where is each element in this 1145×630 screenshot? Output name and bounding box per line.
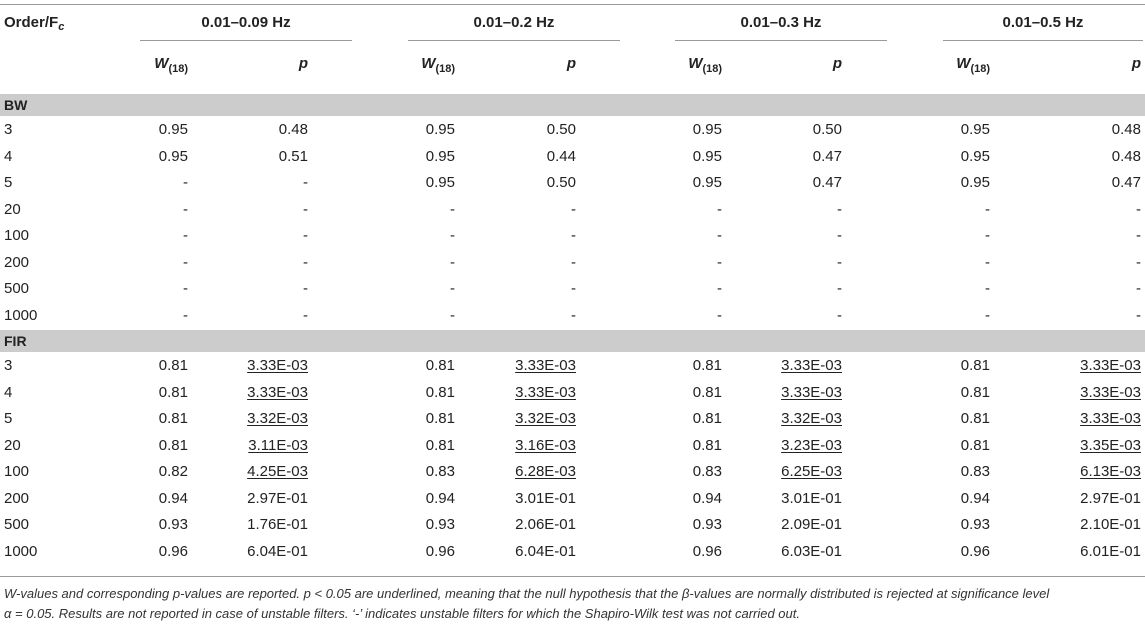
- p-value-cell: 3.33E-03: [1080, 383, 1141, 401]
- p-value-cell: 2.10E-01: [1080, 516, 1141, 533]
- w-value-cell: 0.81: [158, 410, 188, 427]
- w-value-cell: -: [717, 227, 722, 244]
- p-value-cell: 0.44: [546, 147, 576, 165]
- w-value-cell: 0.81: [960, 410, 990, 427]
- section-header-fir: [0, 330, 1145, 352]
- row-order-label: 100: [4, 463, 30, 480]
- p-value-cell: -: [303, 200, 308, 218]
- p-value-cell: 0.48: [1111, 147, 1141, 165]
- p-value-cell: -: [837, 227, 842, 244]
- w-value-cell: 0.81: [425, 383, 455, 401]
- table-row: [0, 353, 1145, 380]
- w-value-cell: 0.95: [425, 174, 455, 191]
- p-value-cell: 0.48: [278, 121, 308, 138]
- w-value-cell: 0.94: [158, 489, 188, 507]
- p-value-cell: -: [837, 306, 842, 324]
- w-value-cell: -: [183, 200, 188, 218]
- group-rule-3: [675, 40, 887, 41]
- w-value-cell: -: [450, 280, 455, 297]
- table-row: [0, 486, 1145, 513]
- w-value-cell: 0.95: [158, 147, 188, 165]
- w-value-cell: 0.81: [692, 410, 722, 427]
- p-value-cell: -: [303, 253, 308, 271]
- group-header-4: 0.01–0.5 Hz: [1002, 14, 1084, 31]
- table-row: [0, 539, 1145, 566]
- row-order-label: 20: [4, 200, 21, 218]
- w-value-cell: 0.81: [960, 436, 990, 454]
- w-value-cell: 0.81: [960, 383, 990, 401]
- p-value-cell: -: [303, 174, 308, 191]
- w-value-cell: -: [985, 280, 990, 297]
- w-value-cell: 0.96: [158, 542, 188, 560]
- w-value-cell: 0.81: [960, 357, 990, 374]
- w-value-cell: -: [717, 306, 722, 324]
- subheader-p-3: p: [832, 55, 842, 72]
- w-value-cell: -: [183, 253, 188, 271]
- p-value-cell: 3.32E-03: [247, 410, 308, 427]
- p-value-cell: 6.01E-01: [1080, 542, 1141, 560]
- table-row: [0, 380, 1145, 407]
- w-value-cell: 0.83: [425, 463, 455, 480]
- p-value-cell: 3.01E-01: [781, 489, 842, 507]
- p-value-cell: 0.50: [812, 121, 842, 138]
- p-value-cell: 0.48: [1111, 121, 1141, 138]
- p-value-cell: 3.33E-03: [515, 357, 576, 374]
- w-value-cell: 0.81: [158, 436, 188, 454]
- w-value-cell: -: [985, 227, 990, 244]
- p-value-cell: -: [571, 306, 576, 324]
- w-value-cell: -: [717, 253, 722, 271]
- row-order-label: 4: [4, 383, 13, 401]
- table-caption: [4, 584, 1142, 623]
- w-value-cell: 0.95: [960, 147, 990, 165]
- p-value-cell: 0.50: [546, 121, 576, 138]
- w-value-cell: 0.83: [692, 463, 722, 480]
- p-value-cell: 2.97E-01: [247, 489, 308, 507]
- p-value-cell: -: [571, 200, 576, 218]
- p-value-cell: 3.33E-03: [247, 383, 308, 401]
- table-row: [0, 117, 1145, 144]
- w-value-cell: 0.96: [692, 542, 722, 560]
- p-value-cell: 3.33E-03: [1080, 410, 1141, 427]
- row-order-label: 5: [4, 410, 13, 427]
- w-value-cell: 0.95: [960, 174, 990, 191]
- w-value-cell: 0.81: [425, 436, 455, 454]
- w-value-cell: -: [183, 306, 188, 324]
- table-row: [0, 459, 1145, 486]
- subheader-w-4: $W_{(18)}$: [956, 55, 990, 75]
- w-value-cell: -: [985, 253, 990, 271]
- row-order-label: 200: [4, 489, 30, 507]
- w-value-cell: 0.93: [158, 516, 188, 533]
- p-value-cell: 1.76E-01: [247, 516, 308, 533]
- table-row: [0, 223, 1145, 250]
- p-value-cell: 3.11E-03: [248, 436, 308, 454]
- p-value-cell: 0.47: [812, 174, 842, 191]
- subheader-w-2: $W_{(18)}$: [421, 55, 455, 75]
- p-value-cell: 0.51: [278, 147, 308, 165]
- p-value-cell: -: [303, 280, 308, 297]
- subheader-p-4: p: [1131, 55, 1141, 72]
- section-label: FIR: [4, 333, 27, 349]
- table-row: [0, 144, 1145, 171]
- w-value-cell: -: [183, 174, 188, 191]
- row-order-label: 3: [4, 121, 13, 138]
- p-value-cell: 0.50: [546, 174, 576, 191]
- p-value-cell: 0.47: [812, 147, 842, 165]
- p-value-cell: -: [303, 306, 308, 324]
- w-value-cell: 0.96: [960, 542, 990, 560]
- subheader-p-2: p: [566, 55, 576, 72]
- p-value-cell: 6.28E-03: [515, 463, 576, 480]
- section-label: BW: [4, 97, 28, 113]
- p-value-cell: -: [1136, 280, 1141, 297]
- p-value-cell: 6.04E-01: [247, 542, 308, 560]
- w-value-cell: 0.96: [425, 542, 455, 560]
- row-order-label: 100: [4, 227, 30, 244]
- p-value-cell: 6.03E-01: [781, 542, 842, 560]
- section-header-bw: [0, 94, 1145, 116]
- w-value-cell: 0.95: [425, 121, 455, 138]
- w-value-cell: 0.95: [425, 147, 455, 165]
- table-row: [0, 250, 1145, 277]
- p-value-cell: 3.33E-03: [1080, 357, 1141, 374]
- w-value-cell: 0.93: [960, 516, 990, 533]
- table-row: [0, 303, 1145, 330]
- p-value-cell: -: [1136, 253, 1141, 271]
- subheader-w-1: $W_{(18)}$: [154, 55, 188, 75]
- row-order-label: 3: [4, 357, 13, 374]
- w-value-cell: 0.81: [425, 357, 455, 374]
- w-value-cell: 0.81: [692, 357, 722, 374]
- w-value-cell: 0.93: [692, 516, 722, 533]
- w-value-cell: 0.94: [692, 489, 722, 507]
- table-row: [0, 512, 1145, 539]
- w-value-cell: -: [717, 280, 722, 297]
- row-order-label: 4: [4, 147, 13, 165]
- group-header-1: 0.01–0.09 Hz: [201, 14, 291, 31]
- w-value-cell: 0.94: [960, 489, 990, 507]
- group-rule-4: [943, 40, 1143, 41]
- w-value-cell: -: [450, 253, 455, 271]
- w-value-cell: 0.82: [158, 463, 188, 480]
- p-value-cell: 3.35E-03: [1080, 436, 1141, 454]
- subheader-w-3: $W_{(18)}$: [688, 55, 722, 75]
- table-row: [0, 170, 1145, 197]
- w-value-cell: 0.94: [425, 489, 455, 507]
- w-value-cell: 0.83: [960, 463, 990, 480]
- p-value-cell: 3.33E-03: [247, 357, 308, 374]
- p-value-cell: -: [303, 227, 308, 244]
- row-order-label: 1000: [4, 306, 38, 324]
- caption-line-2: α = 0.05. Results are not reported in case of unstable filters. ‘-’ indicates unstable filters for which the Shapiro-Wilk test was not carried out.: [4, 605, 800, 621]
- w-value-cell: 0.81: [692, 436, 722, 454]
- p-value-cell: 3.01E-01: [515, 489, 576, 507]
- w-value-cell: -: [985, 200, 990, 218]
- p-value-cell: -: [837, 200, 842, 218]
- row-order-label: 20: [4, 436, 21, 454]
- p-value-cell: 3.32E-03: [781, 410, 842, 427]
- p-value-cell: -: [837, 280, 842, 297]
- w-value-cell: 0.95: [158, 121, 188, 138]
- w-value-cell: -: [985, 306, 990, 324]
- subheader-p-1: p: [298, 55, 308, 72]
- w-value-cell: -: [717, 200, 722, 218]
- order-fc-header: Order/$F_c$: [4, 14, 65, 33]
- p-value-cell: 2.97E-01: [1080, 489, 1141, 507]
- w-value-cell: 0.81: [692, 383, 722, 401]
- group-rule-1: [140, 40, 352, 41]
- table-row: [0, 433, 1145, 460]
- group-rule-2: [408, 40, 620, 41]
- w-value-cell: -: [183, 227, 188, 244]
- p-value-cell: 3.16E-03: [515, 436, 576, 454]
- p-value-cell: 4.25E-03: [247, 463, 308, 480]
- p-value-cell: 3.32E-03: [515, 410, 576, 427]
- row-order-label: 500: [4, 516, 30, 533]
- row-order-label: 5: [4, 174, 13, 191]
- w-value-cell: -: [183, 280, 188, 297]
- p-value-cell: 6.25E-03: [781, 463, 842, 480]
- w-value-cell: 0.81: [158, 357, 188, 374]
- w-value-cell: 0.81: [158, 383, 188, 401]
- w-value-cell: 0.95: [692, 121, 722, 138]
- w-value-cell: 0.95: [692, 147, 722, 165]
- p-value-cell: -: [1136, 227, 1141, 244]
- w-value-cell: 0.81: [425, 410, 455, 427]
- p-value-cell: 6.04E-01: [515, 542, 576, 560]
- p-value-cell: -: [571, 280, 576, 297]
- caption-line-1: W-values and corresponding p-values are reported. p < 0.05 are underlined, meaning that the null hypothesis that the β-values are normally distributed is rejected at significance level: [4, 586, 1050, 601]
- w-value-cell: 0.93: [425, 516, 455, 533]
- p-value-cell: 3.33E-03: [781, 357, 842, 374]
- p-value-cell: 2.09E-01: [781, 516, 842, 533]
- w-value-cell: -: [450, 306, 455, 324]
- p-value-cell: -: [571, 253, 576, 271]
- p-value-cell: 3.33E-03: [781, 383, 842, 401]
- row-order-label: 200: [4, 253, 30, 271]
- group-header-2: 0.01–0.2 Hz: [473, 14, 555, 31]
- p-value-cell: 2.06E-01: [515, 516, 576, 533]
- p-value-cell: -: [1136, 200, 1141, 218]
- table-row: [0, 197, 1145, 224]
- p-value-cell: -: [1136, 306, 1141, 324]
- table-row: [0, 276, 1145, 303]
- row-order-label: 1000: [4, 542, 38, 560]
- p-value-cell: -: [837, 253, 842, 271]
- p-value-cell: -: [571, 227, 576, 244]
- p-value-cell: 3.33E-03: [515, 383, 576, 401]
- w-value-cell: 0.95: [960, 121, 990, 138]
- group-header-3: 0.01–0.3 Hz: [740, 14, 822, 31]
- p-value-cell: 3.23E-03: [781, 436, 842, 454]
- w-value-cell: 0.95: [692, 174, 722, 191]
- row-order-label: 500: [4, 280, 30, 297]
- p-value-cell: 6.13E-03: [1080, 463, 1141, 480]
- table-bottom-rule: [0, 576, 1145, 577]
- p-value-cell: 0.47: [1111, 174, 1141, 191]
- w-value-cell: -: [450, 200, 455, 218]
- table-top-rule: [0, 4, 1145, 5]
- table-row: [0, 406, 1145, 433]
- w-value-cell: -: [450, 227, 455, 244]
